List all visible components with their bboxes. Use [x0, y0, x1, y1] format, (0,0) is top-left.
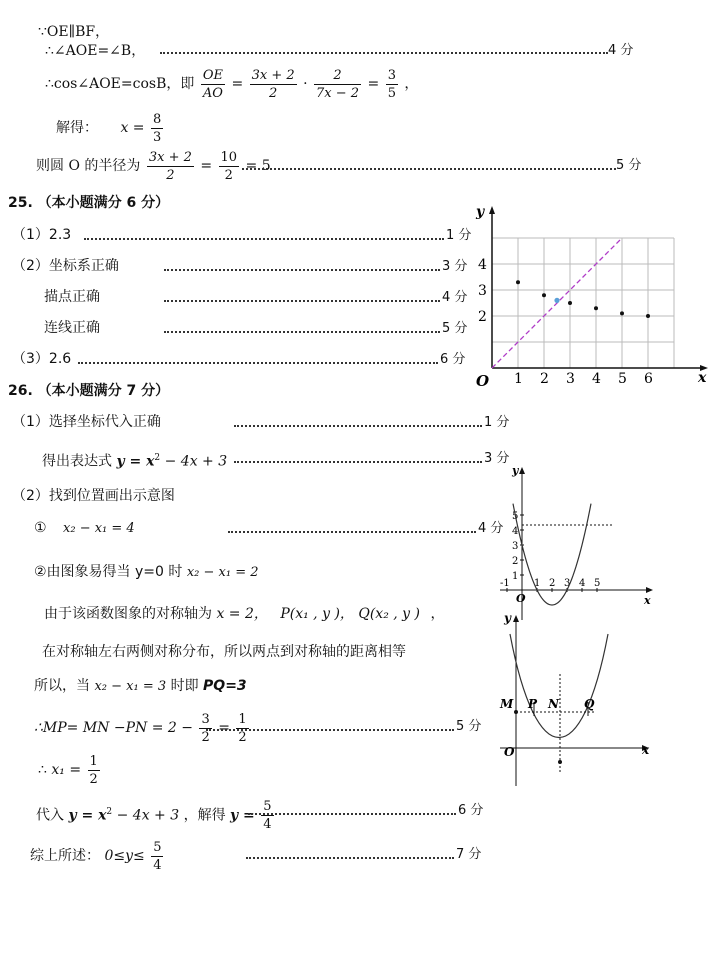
frac-3x2: $\frac{3x + 2}{2}$	[251, 67, 295, 101]
g1-x-tick-label: 3	[564, 578, 571, 589]
q26-parabola-graph-2	[496, 612, 660, 788]
q26-distance-note: 在对称轴左右两侧对称分布，所以两点到对称轴的距离相等	[42, 644, 406, 660]
g1-x-label: x	[644, 594, 651, 607]
leader-dots	[246, 857, 454, 859]
radius-line: 则圆 O 的半径为 $\frac{3x + 2}{2}$ = $\frac{10}{2}$ = 5	[36, 149, 271, 183]
q26-score-3: 3 分	[484, 451, 510, 466]
leader-dots	[206, 729, 454, 731]
q26-score-4: 4 分	[478, 521, 504, 536]
q26-summary: 综上所述： 0≤y≤ $\frac{5}{4}$	[30, 839, 162, 873]
q26-score-7: 7 分	[456, 847, 482, 862]
leader-dots	[164, 300, 440, 302]
q25-y-label: y	[476, 204, 485, 220]
leader-dots	[242, 168, 616, 170]
q26-case-1: ① x₂ − x₁ = 4	[34, 520, 135, 536]
q25-data-point	[542, 293, 546, 297]
q25-score-2: 3 分	[442, 259, 468, 274]
leader-dots	[234, 461, 482, 463]
solve-x: 解得： x = $\frac{8}{3}$	[56, 111, 162, 145]
q25-grid	[492, 238, 674, 368]
frac-radius-b: $\frac{10}{2}$	[220, 149, 238, 183]
line-angle-eq: ∴∠AOE=∠B，	[45, 43, 146, 59]
leader-dots	[234, 425, 482, 427]
g1-x-tick-label: 5	[594, 578, 601, 589]
frac-8-3: $\frac{8}{3}$	[152, 111, 162, 145]
frac-5-4b: $\frac{5}{4}$	[153, 839, 162, 873]
q25-y-tick-label: 3	[478, 283, 487, 299]
g1-y-tick-label: 1	[512, 571, 519, 582]
q25-graph	[468, 200, 712, 390]
frac-1-2: $\frac{1}{2}$	[238, 711, 247, 745]
q25-data-point	[516, 280, 520, 284]
g2-point-m	[514, 710, 518, 714]
q25-title: 25. （本小题满分 6 分）	[8, 195, 170, 211]
q25-item-5: （3）2.6	[12, 351, 72, 367]
g1-y-tick-label: 5	[512, 511, 519, 522]
q25-origin: O	[476, 372, 490, 390]
q26-score-5: 5 分	[456, 719, 482, 734]
frac-3-2: $\frac{3}{2}$	[201, 711, 210, 745]
g2-y-label: y	[504, 612, 511, 625]
arrow-icon	[513, 615, 519, 622]
q25-item-1: （1）2.3	[12, 227, 72, 243]
cos-prefix: ∴cos∠AOE=cosB，即	[45, 76, 195, 92]
q25-data-point	[620, 311, 624, 315]
q25-data-point	[554, 298, 559, 303]
g1-x-tick-label: 4	[579, 578, 586, 589]
q25-x-tick-label: 5	[618, 371, 627, 387]
q25-score-3: 4 分	[442, 290, 468, 305]
q25-x-tick-label: 2	[540, 371, 549, 387]
q25-score-5: 6 分	[440, 352, 466, 367]
q25-item-3: 描点正确	[44, 289, 100, 305]
q26-case-2: ②由图象易得当 y=0 时 x₂ − x₁ = 2	[34, 564, 259, 580]
q25-data-point	[568, 301, 572, 305]
g1-x-tick-label: -1	[500, 578, 510, 589]
frac-2-7x: $\frac{2}{7x - 2}$	[316, 67, 360, 101]
q25-data-point	[594, 306, 598, 310]
q26-item-1: （1）选择坐标代入正确	[12, 414, 161, 430]
g2-label-n: N	[548, 697, 559, 711]
q26-symmetry: 由于该函数图象的对称轴为 x = 2， P(x₁ , y )， Q(x₂ , y ) ，	[44, 606, 445, 622]
q25-score-1: 1 分	[446, 228, 472, 243]
q25-x-tick-label: 6	[644, 371, 653, 387]
g1-y-tick-label: 4	[512, 526, 519, 537]
cos-equation: ∴cos∠AOE=cosB，即 $\frac{OE}{AO}$ = $\frac{3x + 2}{2}$ · $\frac{2}{7x - 2}$ = $\frac{3}{5}$ ，	[45, 67, 419, 101]
q26-score-1: 1 分	[484, 415, 510, 430]
q26-mp: ∴MP= MN −PN = 2 − $\frac{3}{2}$ = $\frac{1}{2}$	[34, 711, 247, 745]
g1-x-tick-label: 1	[534, 578, 541, 589]
line-oe-parallel: ∵OE∥BF，	[38, 24, 110, 40]
q26-score-6: 6 分	[458, 803, 484, 818]
leader-dots	[84, 238, 444, 240]
g2-label-q: Q	[584, 697, 595, 711]
q25-item-2: （2）坐标系正确	[12, 258, 119, 274]
q26-expression: 得出表达式 $y = x^2 - 4x + 3$	[42, 453, 228, 470]
arrow-icon	[646, 587, 653, 593]
q25-x-label: x	[698, 370, 707, 386]
frac-half: $\frac{1}{2}$	[89, 753, 98, 787]
leader-dots	[228, 531, 476, 533]
g2-vertex	[558, 760, 562, 764]
g1-y-label: y	[512, 464, 519, 477]
frac-5-4: $\frac{5}{4}$	[263, 799, 272, 833]
q26-title: 26. （本小题满分 7 分）	[8, 383, 170, 399]
q26-pq: 所以，当 x₂ − x₁ = 3 时即 PQ=3	[34, 678, 247, 694]
g1-y-tick-label: 3	[512, 541, 519, 552]
q25-y-tick-label: 2	[478, 309, 487, 325]
solve-label: 解得：	[56, 120, 98, 136]
q25-x-tick-label: 1	[514, 371, 523, 387]
q25-data-point	[646, 314, 650, 318]
q26-item-2: （2）找到位置画出示意图	[12, 488, 175, 504]
leader-dots	[164, 269, 440, 271]
g2-x-label: x	[642, 743, 650, 757]
g1-origin: O	[516, 592, 526, 605]
q25-item-4: 连线正确	[44, 320, 100, 336]
frac-3-5: $\frac{3}{5}$	[387, 67, 396, 101]
score-4a: 4 分	[608, 43, 634, 58]
g2-label-m: M	[500, 697, 514, 711]
g2-origin: O	[504, 745, 515, 759]
g1-y-tick-label: 2	[512, 556, 519, 567]
arrow-icon	[519, 467, 525, 474]
frac-radius-a: $\frac{3x + 2}{2}$	[148, 149, 192, 183]
g1-x-tick-label: 2	[549, 578, 556, 589]
q26-parabola-graph-1	[496, 462, 660, 622]
score-5a: 5 分	[616, 158, 642, 173]
q25-score-4: 5 分	[442, 321, 468, 336]
g2-label-p: P	[528, 697, 538, 711]
arrow-icon	[489, 206, 495, 214]
leader-dots	[160, 52, 608, 54]
frac-oe-ao: $\frac{OE}{AO}$	[202, 67, 223, 101]
q25-x-tick-label: 4	[592, 371, 601, 387]
q25-y-tick-label: 4	[478, 257, 487, 273]
g2-parabola	[510, 634, 608, 738]
leader-dots	[78, 362, 438, 364]
q25-x-tick-label: 3	[566, 371, 575, 387]
leader-dots	[248, 813, 456, 815]
q26-substitute: 代入 $y = x^2 - 4x + 3$ ，解得 y = $\frac{5}{4}$	[36, 799, 272, 833]
leader-dots	[164, 331, 440, 333]
q26-x1: ∴ x₁ = $\frac{1}{2}$	[38, 753, 98, 787]
